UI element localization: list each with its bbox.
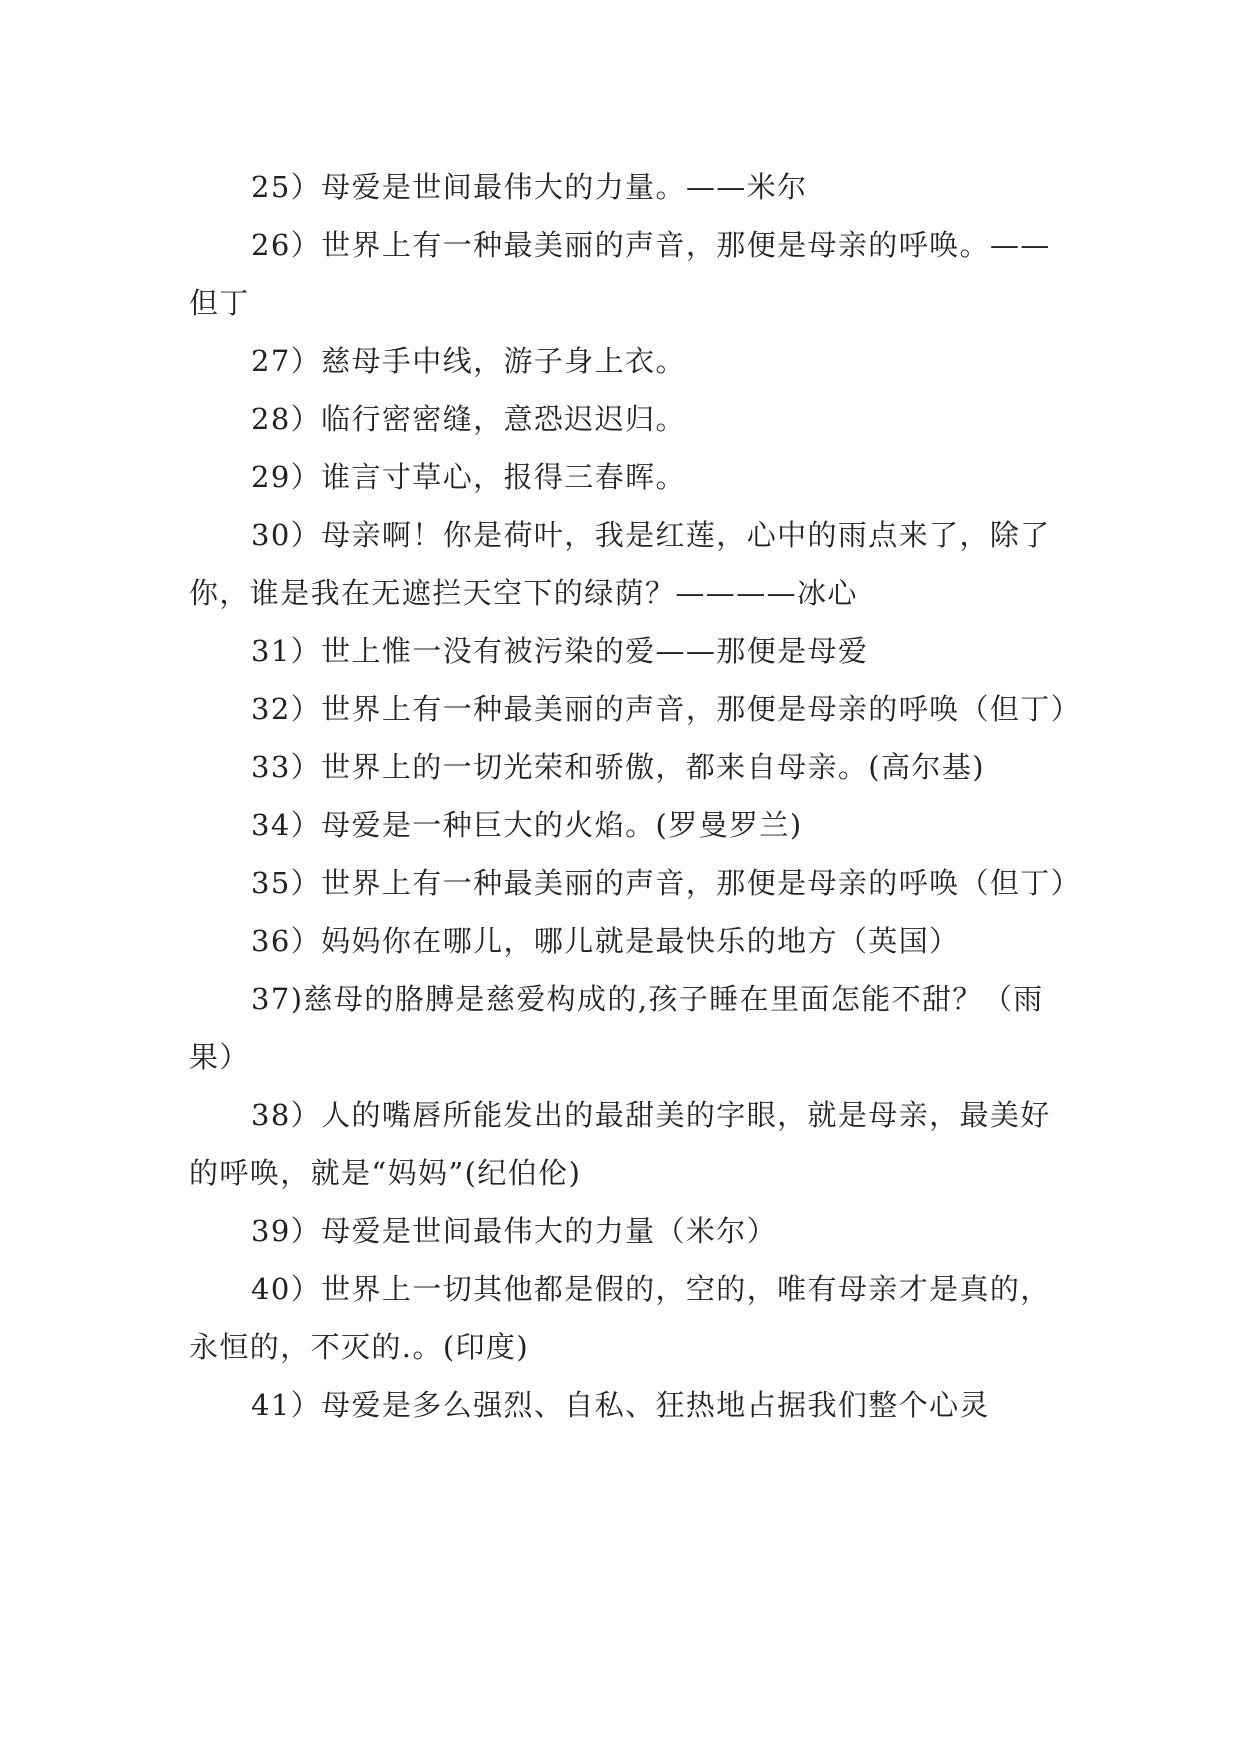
quote-paragraph: 34）母爱是一种巨大的火焰。(罗曼罗兰): [251, 808, 803, 842]
quote-paragraph: 39）母爱是世间最伟大的力量（米尔）: [251, 1214, 778, 1248]
quote-paragraph: 33）世界上的一切光荣和骄傲，都来自母亲。(高尔基): [251, 750, 985, 784]
quote-paragraph: 29）谁言寸草心，报得三春晖。: [251, 460, 686, 494]
quote-paragraph: 32）世界上有一种最美丽的声音，那便是母亲的呼唤（但丁）: [251, 692, 1082, 726]
quote-list: [189, 158, 1082, 1434]
quote-paragraph: 37)慈母的胳膊是慈爱构成的,孩子睡在里面怎能不甜？（雨果）: [189, 982, 1044, 1074]
quote-paragraph: 41）母爱是多么强烈、自私、狂热地占据我们整个心灵: [251, 1388, 990, 1422]
quote-paragraph: 31）世上惟一没有被污染的爱——那便是母爱: [251, 634, 869, 668]
quote-paragraph: 28）临行密密缝，意恐迟迟归。: [251, 402, 686, 436]
quote-paragraph: 30）母亲啊！你是荷叶，我是红莲，心中的雨点来了，除了你，谁是我在无遮拦天空下的绿荫？————冰心: [189, 518, 1051, 610]
quote-paragraph: 36）妈妈你在哪儿，哪儿就是最快乐的地方（英国）: [251, 924, 960, 958]
quote-paragraph: 25）母爱是世间最伟大的力量。——米尔: [251, 170, 808, 204]
quote-paragraph: 26）世界上有一种最美丽的声音，那便是母亲的呼唤。——但丁: [189, 228, 1051, 320]
quote-paragraph: 38）人的嘴唇所能发出的最甜美的字眼，就是母亲，最美好的呼唤，就是“妈妈”(纪伯伦): [189, 1098, 1051, 1190]
quote-paragraph: 35）世界上有一种最美丽的声音，那便是母亲的呼唤（但丁）: [251, 866, 1082, 900]
quote-paragraph: 27）慈母手中线，游子身上衣。: [251, 344, 686, 378]
quote-paragraph: 40）世界上一切其他都是假的，空的，唯有母亲才是真的，永恒的，不灭的.。(印度): [189, 1272, 1051, 1364]
